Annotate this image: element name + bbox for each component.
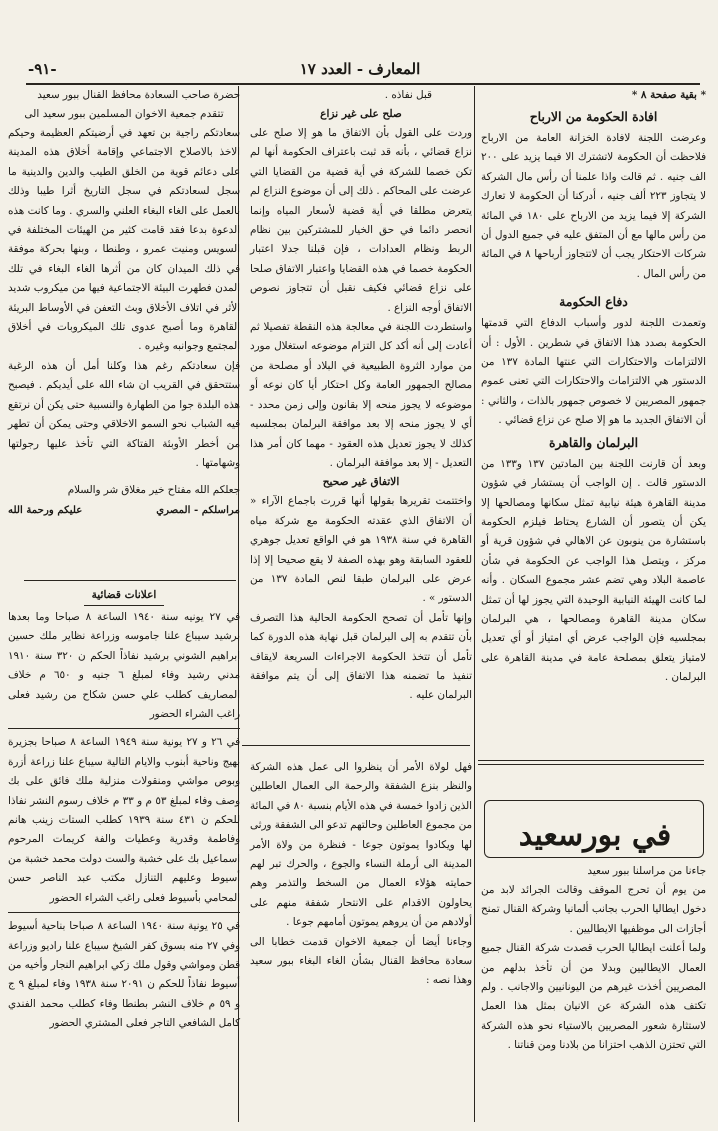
letter-address: حضرة صاحب السعادة محافظ القنال ببور سعيد: [37, 89, 240, 101]
section-rule: [24, 580, 236, 581]
letter-paragraph: فإن سعادتكم رغم هذا وكلنا أمل أن هذه الرغبة ستتحقق في القريب ان شاء الله على أيديكم . فيصبح هذه البلدة جوا من الطهارة والنسبية حتى يكن أن نرتقع فيه الشباب نحو السمو الاخلاقي وحتى يمكن أن تطهر من أخطر الأوبئة الفتاكة التي تأخذ عليها رجولتها وشهامتها .: [8, 359, 240, 469]
column-left: [8, 86, 240, 520]
letter-intro: تتقدم جمعية الاخوان المسلمين ببور سعيد الى: [24, 108, 224, 120]
column-divider-right: [474, 86, 475, 1122]
ad-divider: [8, 728, 240, 729]
column-right: [481, 86, 706, 688]
signature-left: عليكم ورحمة الله: [8, 503, 83, 516]
article-paragraph: وردت على القول بأن الاتفاق ما هو إلا صلح على نزاع قضائي ، بأنه قد ثبت باعتراف الحكومة أنها لم تكن خصما للشركة في أية قضية من القضايا التي عرضت على المحاكم . ذلك إلى أن موضوع النزاع لم يتعرض مطلقا في أية قضية لأسعار المياه وإنما انحصر دائما في حق الخيار للمشتركين بين نظام الربط ونظام العدادات ، فإن قبلنا جدلا اعتبار الحكومة خصما في هذه القضايا واعتبار الاتفاق صلحا على نزاع قضائي فكيف نقبل أن تتجاوز نصوص الاتفاق أوجه النزاع .: [250, 127, 472, 314]
column-middle: [250, 86, 472, 706]
column-right-lower: [481, 862, 706, 1056]
letter-signature: [8, 501, 240, 520]
article-paragraph: وتعمدت اللجنة لدور وأسباب الدفاع التي قدمتها الحكومة بصدد هذا الاتفاق في شطرين . الأول : أن الالتزامات والاحتكارات التي عنتها المادة ١٣٧ من الدستور هي الالتزامات والاحتكارات التي تعنى عموم جمهور المصريين لا خصوص جمهور بالذات ، والثاني : أن الاتفاق الجديد ما هو إلا صلح عن نزاع قضائي .: [481, 317, 706, 427]
section-rule: [478, 760, 704, 761]
legal-ad: في ٢٧ يونيه سنة ١٩٤٠ الساعة ٨ صباحا وما بعدها برشيد سيباع علنا جاموسه وزراعة نظاير ملك حسين ابراهيم الشوني برشيد نفاذاً الحكم ن ٣٢٠ سنة ١٩١٠ مدني رشيد وفاء لمبلغ ٦ جنيه و ٦٥٠ م خلاف المصاريف كطلب علي حسن شكاح من رشيد فعلى راغب الشراء الحضور: [8, 611, 240, 721]
article-paragraph: فهل لولاة الأمر أن ينظروا الى عمل هذه الشركة والنظر بنزع الشفقة والرحمة الى العمال العاطلين الذين زادوا خمسة في هذه الأيام بنسبة ٨٠ في المائة من مجموع العاطلين وحالتهم تدعو الى الشفقة ورثى لها ويكادوا يموتون جوعا - فنظرة من ولاة الأمر المدينة الى أرملة النساء والجوع ، والحرك تبر لهم حمايته هؤلاء العمال من السخط والتذمر وهم يحاولون الاقدام على الانتحار شفقة منهم على أولادهم من أن يروهم يموتون أمامهم جوعا .: [250, 761, 472, 929]
ads-heading-rule: [84, 605, 164, 606]
article-heading: دفاع الحكومة: [559, 294, 628, 310]
article-heading: البرلمان والقاهرة: [548, 434, 639, 450]
section-rule: [242, 745, 470, 746]
legal-ad: في ٢٦ و ٢٧ يونية سنة ١٩٤٩ الساعة ٨ صباحا بجزيرة بهيج وناحية أبنوب والايام التالية سيباع علنا زراعة أزرة وبوص مواشي ومنقولات منزلية ملك فائق على بك وصف وفاء لمبلغ ٥٣ م و ٣٣ م خلاف رسوم النشر نفاذا للحكم ن ٤٣١ سنة ١٩٣٩ كطلب الستات زينب هانم وفاطمة وقدرية وعطيات والفة كريمات المرحوم اسماعيل بك على خشبة والست دولت محمد خشبة من أسيوط وعليهم التنازل مكتب عبد الناصر حسن المحامي بأسيوط فعلى راغب الشراء الحضور: [8, 736, 241, 904]
article-heading: صلح على غير نزاع: [320, 108, 402, 120]
column-left-ads: [8, 586, 240, 1034]
article-paragraph: وعرضت اللجنة لافادة الخزانة العامة من الارباح فلاحظت أن الحكومة لاتشترك الا فيما يزيد على ٢٠٠ الف جنيه . ثم قالت واذا علمنا أن رأس مال الشركة لا يتجاوز ٢٢٣ ألف جنيه ، أدركنا أن الحكومة لا تعارك الشركة إلا فيما يزيد من الارباح على ١٨٠ في المائة من رأس مالها مع أن المتفق عليه في جميع الدول أن شركات الاحتكار يجب أن لاتتجاوز أرباحها ٨ في المائة من رأس المال .: [481, 132, 707, 280]
article-heading: الاتفاق غير صحيح: [322, 476, 400, 489]
article-paragraph: واختتمت تقريرها بقولها أنها قررت باجماع الآراء « أن الاتفاق الذي عقدته الحكومة مع شركة مياه القاهرة في سنة ١٩٣٨ هو في الواقع تعديل جوهري للعقود السابقة وهو بهذه الصفة لا يقع صحيحا إلا إذا عرض على البرلمان طبقا لنص المادة ١٣٧ من الدستور » .: [250, 495, 472, 605]
legal-ad: في ٢٥ يونية سنة ١٩٤٠ الساعة ٨ صباحا بناحية أسيوط وفي ٢٧ منه بسوق كفر الشيخ سيباع علنا راديو وزراعة قطن ومواشي وقول ملك زكي ابراهيم النجار وأخيه من أسيوط نفاذاً للحكم ن ٢٠٩١ سنة ١٩٣٨ وفاء لمبلغ ٩ ج و ٥٩ م خلاف النشر بطنطا وفاء كطلب محمد الفندي كامل الشافعي التاجر فعلى المشتري الحضور: [8, 920, 241, 1030]
ads-heading: اعلانات قضائية: [91, 589, 157, 601]
continuation-note: * بقية صفحة ٨ *: [631, 89, 706, 101]
article-paragraph: وبعد أن قارنت اللجنة بين المادتين ١٣٧ و١٣٣ من الدستور قالت . إن الواجب أن يستشار في شؤون مدينة القاهرة هيئة نيابية تمثل سكانها ومصالحها إلا يكن أن يتصور أن الشارع يحتاط فيلزم الحكومة باستشارة من ينوبون عن الاهالي في شؤون قرية أو مركز ، ويتصل هذا الواجب عن الحكومة في شأن عاصمة البلاد وهي تضم عشر مجموع السكان . وأنه لما كانت الهيئة النيابية الوحيدة التي يجوز لها أن تمثل سكان مدينة القاهرة ومصالحها ، هي البرلمان بمجلسيه فإن الواجب عرض أي امتياز أو أي تعديل لامتياز يتعلق بمصلحة عامة في مدينة القاهرة على البرلمان .: [481, 457, 706, 684]
continuation-line: قبل نفاذه .: [384, 89, 432, 101]
section-rule: [478, 764, 704, 765]
article-paragraph: وجاءنا أيضا أن جمعية الاخوان قدمت خطابا الى سعادة محافظ القنال بشأن الغاء البغاء ببور سعيد وهذا نصه :: [250, 935, 472, 987]
letter-closing: جعلكم الله مفتاح خير مغلاق شر والسلام: [67, 484, 240, 497]
article-heading: افادة الحكومة من الارباح: [529, 109, 658, 124]
letter-paragraph: سعادتكم راجية بن تعهد في أرضيتكم العظيمة وحيكم الاخذ بالاصلاح الاجتماعي وإقامة أخلاق هذه المدينة على دعائم قوية من الخلق الطيب والدين والدينية ما سجل لسعادتكم في سجل التاريخ أثرا طيبا وذلك بالعمل على الغاء البغاء العلني والسري . وما كانت هذه الدعوة بدعا فقد قامت كثير من الهيئات المختلفة في السويس ومنيت عمرو ، وطنطا ، وبنها بحركة موفقة في ذلك الميدان كان من أثرها الغاء البغاء في تلك المدن فطهرت البيئة الاجتماعية فيها من ميكروب شديد الأثر في اتلاف الأخلاق وبث التعفن في الأوساط البريئة القاهرة وما أصبح عدوى تلك الميكروبات في أخلاق المجتمع وجوانبه وغيره .: [8, 127, 240, 353]
article-paragraph: من يوم أن تحرج الموقف وقالت الجرائد لابد من دخول ايطاليا الحرب بجانب ألمانيا وشركة القنال تمنح أجازات الى موظفيها الايطاليين .: [481, 884, 706, 935]
article-paragraph: واستطردت اللجنة في معالجة هذه النقطة تفصيلا ثم أعادت إلى أنه أكد كل التزام موضوعه استغلال مورد من موارد الثروة الطبيعية في البلاد أو مصلحة من مصالح الجمهور العامة وكل احتكار أيا كان نوعه أو موضوعه لا يجوز منحه إلا بقانون وإلى زمن محدد - أي لا يجوز منحه إلا بعد موافقة البرلمان بمجلسيه كذلك لا يجوز تعديل هذه العقود - مهما كان أمر هذا التعديل - إلا بعد موافقة البرلمان .: [250, 321, 472, 469]
signature-right: مراسلكم - المصري: [156, 503, 240, 516]
header-rule: [26, 83, 700, 85]
page-number: -٩١-: [28, 60, 57, 78]
article-paragraph: ولما أعلنت ايطاليا الحرب قصدت شركة القنال جميع العمال الايطاليين وبدلا من أن تأخذ بدلهم من المصريين أخذت غيرهم من اليونانيين والاجانب . ولم تكتف هذه الشركة عن الانيان بمثل هذا العمل لاستثارة شعور المصريين بالاستياء نحو هذه الشركة التي تحتزن الذهب احتزانا من بلادنا ومن قناتنا .: [481, 942, 706, 1052]
ad-divider: [8, 912, 240, 913]
newspaper-title: المعارف - العدد ١٧: [299, 60, 421, 78]
article-paragraph: وإنها تأمل أن تصحح الحكومة الحالية هذا التصرف بأن تتقدم به إلى البرلمان قبل نهاية هذه الدورة كما تأمل أن تتخذ الحكومة الاجراءات السريعة لايقاف تنفيذ ما تضمنه هذا الاتفاق إلى أن يتم موافقة البرلمان عليه .: [250, 611, 472, 702]
column-middle-lower: [250, 758, 472, 991]
banner-heading: في بورسعيد: [518, 818, 672, 853]
banner-subheading: جاءنا من مراسلنا ببور سعيد: [587, 865, 706, 877]
